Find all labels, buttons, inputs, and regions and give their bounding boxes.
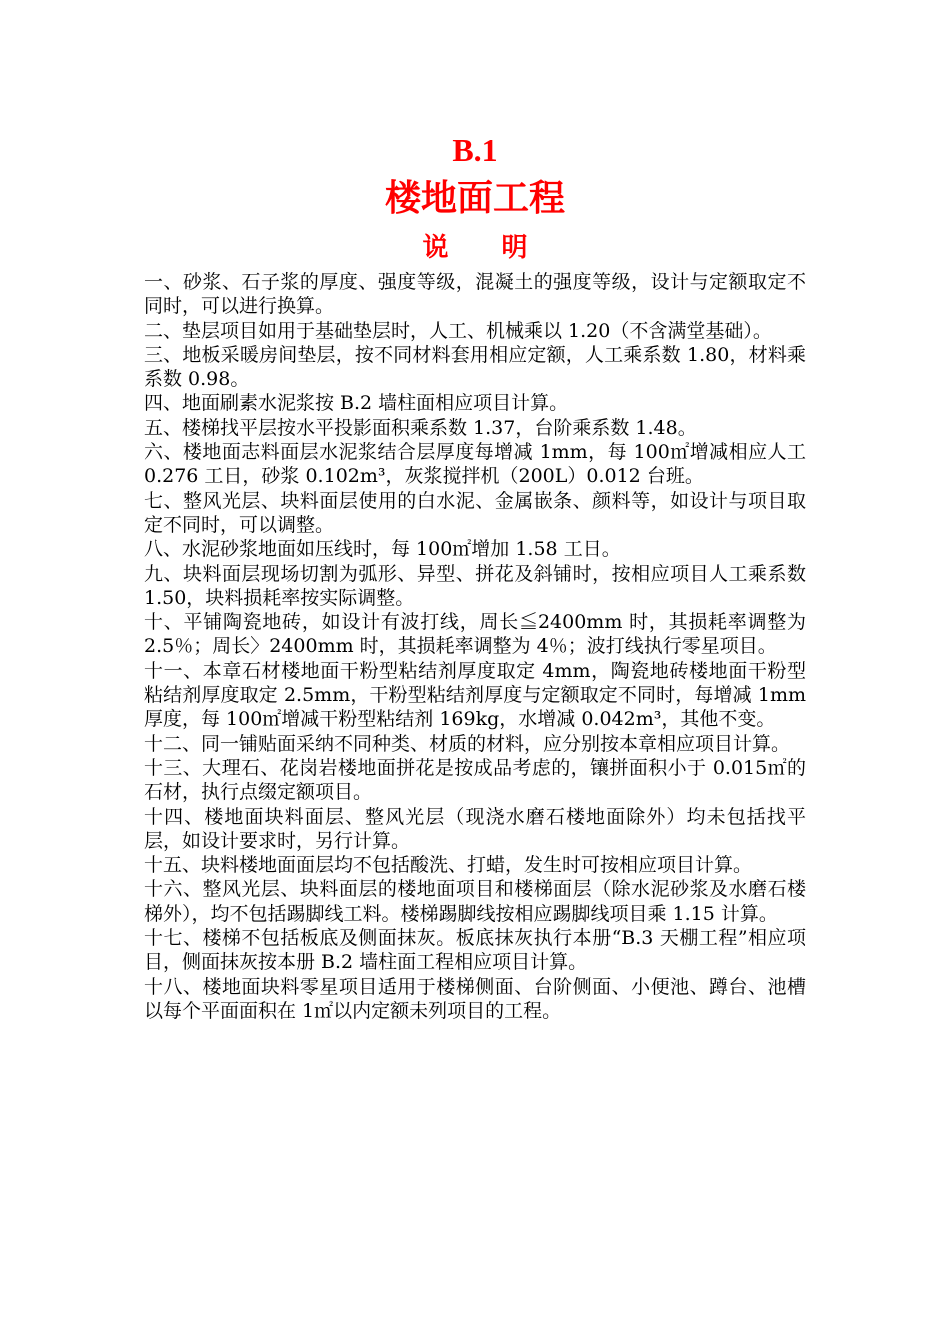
section-subtitle: 说 明 (422, 233, 550, 263)
paragraph-11: 十一、本章石材楼地面干粉型粘结剂厚度取定 4mm，陶瓷地砖楼地面干粉型粘结剂厚度取定 2.5mm，干粉型粘结剂厚度与定额取定不同时，每增减 1mm 厚度，每 100㎡增减干粉型粘结剂 169kg，水增减 0.042m³，其他不变。 (144, 659, 806, 731)
paragraph-12: 十二、同一铺贴面采纳不同种类、材质的材料，应分别按本章相应项目计算。 (144, 732, 791, 755)
paragraph-15: 十五、块料楼地面面层均不包括酸洗、打蜡，发生时可按相应项目计算。 (144, 854, 753, 877)
section-code: B.1 (452, 132, 498, 168)
paragraph-8: 八、水泥砂浆地面如压线时，每 100㎡增加 1.58 工日。 (144, 538, 621, 561)
paragraph-16: 十六、整风光层、块料面层的楼地面项目和楼梯面层（除水泥砂浆及水磨石楼梯外），均不包括踢脚线工料。楼梯踢脚线按相应踢脚线项目乘 1.15 计算。 (144, 878, 806, 925)
paragraph-17: 十七、楼梯不包括板底及侧面抹灰。板底抹灰执行本册“B.3 天棚工程”相应项目，侧面抹灰按本册 B.2 墙柱面工程相应项目计算。 (144, 927, 806, 974)
paragraph-5: 五、楼梯找平层按水平投影面积乘系数 1.37，台阶乘系数 1.48。 (144, 416, 697, 439)
paragraph-13: 十三、大理石、花岗岩楼地面拼花是按成品考虑的，镶拼面积小于 0.015㎡的石材，执行点缀定额项目。 (144, 756, 806, 804)
page-title: 楼地面工程 (384, 177, 565, 219)
paragraph-1: 一、砂浆、石子浆的厚度、强度等级，混凝土的强度等级，设计与定额取定不同时，可以进行换算。 (144, 271, 806, 318)
paragraph-3: 三、地板采暖房间垫层，按不同材料套用相应定额，人工乘系数 1.80，材料乘系数 0.98。 (144, 343, 806, 391)
paragraph-7: 七、整风光层、块料面层使用的白水泥、金属嵌条、颜料等，如设计与项目取定不同时，可以调整。 (144, 489, 806, 536)
paragraph-18: 十八、楼地面块料零星项目适用于楼梯侧面、台阶侧面、小便池、蹲台、池槽以每个平面面积在 1㎡以内定额未列项目的工程。 (144, 975, 806, 1022)
explanation-body (144, 270, 806, 1023)
paragraph-10: 十、平铺陶瓷地砖，如设计有波打线，周长≦2400mm 时，其损耗率调整为 2.5％；周长〉2400mm 时，其损耗率调整为 4％；波打线执行零星项目。 (144, 611, 806, 658)
paragraph-9: 九、块料面层现场切割为弧形、异型、拼花及斜铺时，按相应项目人工乘系数 1.50，块料损耗率按实际调整。 (144, 562, 806, 609)
paragraph-4: 四、地面刷素水泥浆按 B.2 墙柱面相应项目计算。 (144, 392, 569, 415)
paragraph-14: 十四、楼地面块料面层、整风光层（现浇水磨石楼地面除外）均未包括找平层，如设计要求时，另行计算。 (144, 805, 806, 852)
paragraph-6: 六、楼地面志料面层水泥浆结合层厚度每增减 1mm，每 100㎡增减相应人工 0.276 工日，砂浆 0.102m³，灰浆搅拌机（200L）0.012 台班。 (144, 441, 806, 488)
paragraph-2: 二、垫层项目如用于基础垫层时，人工、机械乘以 1.20（不含满堂基础）。 (144, 319, 772, 342)
